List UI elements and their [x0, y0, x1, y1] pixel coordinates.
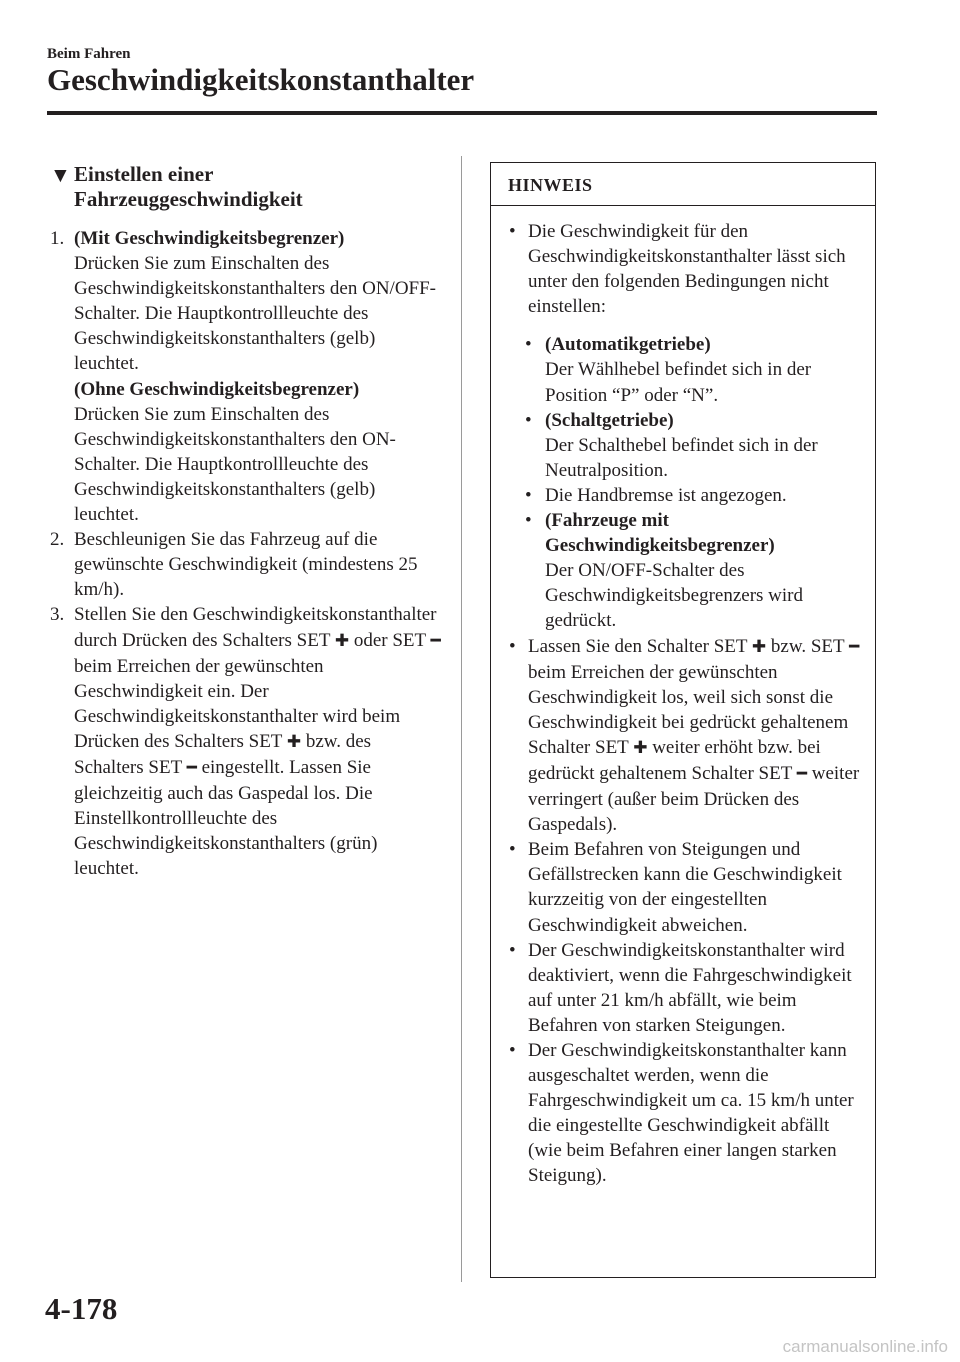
subsection-heading — [50, 162, 442, 212]
note-text-part: bzw. SET — [770, 635, 845, 657]
watermark: carmanualsonline.info — [782, 1337, 948, 1356]
plus-icon: ✚ — [751, 636, 767, 657]
bullet-icon: • — [509, 221, 516, 242]
note-bullet — [507, 938, 867, 1038]
note-box — [490, 162, 876, 1278]
note-text-part: weiter erhöht bzw. bei gedrückt gehaltenem Schalter SET — [528, 736, 821, 784]
step-1 — [50, 226, 442, 527]
minus-icon: ━ — [430, 630, 441, 651]
step-number: 3. — [50, 604, 65, 626]
triangle-marker-icon: ▼ — [50, 163, 71, 187]
step-1-condition-without-limiter: (Ohne Geschwindigkeitsbegrenzer) — [74, 378, 360, 400]
note-bullet — [507, 634, 867, 838]
note-bullet-text: Der Geschwindigkeitskonstanthalter wird deaktiviert, wenn die Fahrgeschwindigkeit auf unter 21 km/h abfällt, wie beim Befahren von starken Steigungen. — [528, 939, 852, 1036]
step-2-text: Beschleunigen Sie das Fahrzeug auf die gewünschte Geschwindigkeit (mindestens 25 km/h). — [74, 529, 418, 601]
plus-icon: ✚ — [633, 737, 648, 758]
step-3-text-part: beim Erreichen der gewünschten Geschwindigkeit ein. Der Geschwindigkeitskonstanthalter wird beim Drücken des Schalters SET — [74, 655, 401, 752]
bullet-icon: • — [509, 839, 516, 861]
note-heading: HINWEIS — [491, 163, 875, 206]
bullet-icon: • — [509, 1040, 516, 1061]
section-label: Beim Fahren — [47, 46, 131, 62]
bullet-icon: • — [509, 635, 516, 657]
bullet-icon: • — [525, 334, 532, 356]
note-sub-text: Der ON/OFF-Schalter des Geschwindigkeitsbegrenzers wird gedrückt. — [545, 560, 804, 632]
note-sub-text: Die Handbremse ist angezogen. — [545, 484, 787, 506]
step-3-text — [74, 602, 442, 881]
note-text-part: weiter verringert (außer beim Drücken des Gaspedals). — [528, 762, 860, 836]
step-3 — [50, 602, 442, 881]
header-rule — [47, 111, 877, 115]
step-3-text-part: oder SET — [353, 629, 426, 651]
page-number: 4-178 — [45, 1291, 118, 1326]
step-number: 1. — [50, 228, 65, 249]
left-column — [50, 162, 442, 881]
step-number: 2. — [50, 529, 65, 551]
step-1-text-without-limiter: Drücken Sie zum Einschalten des Geschwindigkeitskonstanthalters den ON-Schalter. Die Hauptkontrollleuchte des Geschwindigkeitskonstanthalters (gelb) leuchtet. — [74, 403, 396, 526]
step-1-condition-with-limiter: (Mit Geschwindigkeitsbegrenzer) — [74, 228, 345, 249]
note-sub-bullet — [521, 408, 867, 483]
note-body — [491, 206, 875, 1189]
note-text-part: Lassen Sie den Schalter SET — [528, 635, 748, 657]
plus-icon: ✚ — [286, 731, 302, 752]
step-1-text-with-limiter: Drücken Sie zum Einschalten des Geschwindigkeitskonstanthalters den ON/OFF-Schalter. Die Hauptkontrollleuchte des Geschwindigkeitskonstanthalters (gelb) leuchtet. — [74, 253, 437, 375]
step-3-text-part: bzw. des Schalters SET — [74, 730, 372, 778]
bullet-icon: • — [525, 510, 532, 532]
minus-icon: ━ — [849, 636, 860, 657]
note-sub-bullet — [521, 332, 867, 407]
heading-line-2: Fahrzeuggeschwindigkeit — [74, 187, 303, 211]
note-bullet — [507, 837, 867, 937]
step-3-text-part: eingestellt. Lassen Sie gleichzeitig auch das Gaspedal los. Die Einstellkontrollleuchte des Geschwindigkeitskonstanthalters (grün) leuchtet. — [74, 756, 378, 880]
note-sub-title: (Schaltgetriebe) — [545, 409, 674, 431]
minus-icon: ━ — [186, 757, 197, 778]
step-list — [50, 226, 442, 881]
note-sub-bullet — [521, 508, 867, 633]
page-title: Geschwindigkeitskonstanthalter — [47, 62, 475, 97]
plus-icon: ✚ — [334, 630, 350, 651]
note-sub-text: Der Wählhebel befindet sich in der Position “P” oder “N”. — [545, 359, 812, 406]
note-sub-bullet — [521, 483, 867, 508]
note-sub-text: Der Schalthebel befindet sich in der Neutralposition. — [545, 434, 818, 481]
heading-line-1: Einstellen einer — [74, 162, 214, 186]
column-divider — [461, 156, 462, 1282]
bullet-icon: • — [525, 484, 532, 506]
bullet-icon: • — [509, 939, 516, 961]
step-2 — [50, 527, 442, 602]
note-bullet — [507, 1038, 867, 1189]
note-sub-title: (Automatikgetriebe) — [545, 334, 711, 356]
note-bullet-text: Der Geschwindigkeitskonstanthalter kann ausgeschaltet werden, wenn die Fahrgeschwindigkeit um ca. 15 km/h unter die eingestellte Geschwindigkeit abfällt (wie beim Befahren einer langen starken Steigung). — [528, 1040, 854, 1187]
note-sub-list — [507, 332, 867, 633]
note-sub-title: (Fahrzeuge mit Geschwindigkeitsbegrenzer) — [545, 510, 775, 557]
bullet-icon: • — [525, 409, 532, 431]
note-bullet-text: Beim Befahren von Steigungen und Gefällstrecken kann die Geschwindigkeit kurzzeitig von der eingestellten Geschwindigkeit abweichen. — [528, 839, 842, 936]
step-3-text-part: Stellen Sie den Geschwindigkeitskonstanthalter durch Drücken des Schalters SET — [74, 604, 437, 651]
note-bullet — [507, 219, 867, 319]
note-text-part: beim Erreichen der gewünschten Geschwindigkeit los, weil sich sonst die Geschwindigkeit bei gedrückt gehaltenem Schalter SET — [528, 661, 849, 758]
note-bullet-text — [528, 634, 867, 838]
note-bullet-text: Die Geschwindigkeit für den Geschwindigkeitskonstanthalter lässt sich unter den folgenden Bedingungen nicht einstellen: — [528, 221, 846, 318]
minus-icon: ━ — [796, 763, 807, 784]
